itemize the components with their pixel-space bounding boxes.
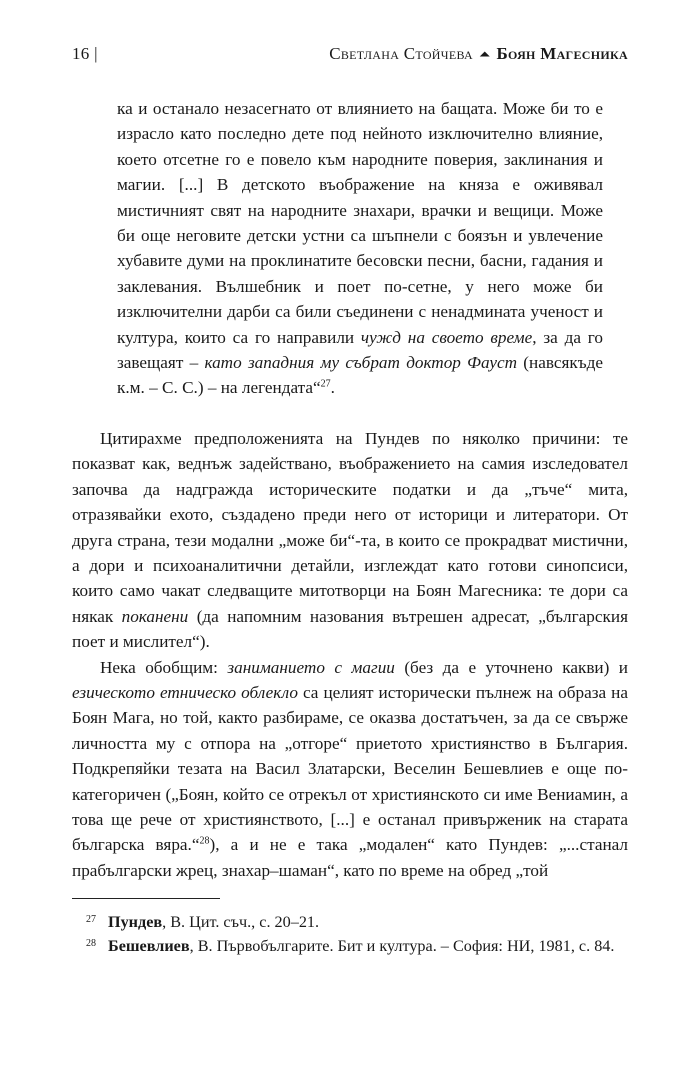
footnote-text: , В. Първобългарите. Бит и култура. – София: НИ, 1981, с. 84. (189, 937, 615, 955)
running-header (72, 44, 628, 64)
footnote-author: Бешевлиев (108, 937, 190, 955)
quote-emphasis: чужд на своето време (360, 327, 533, 347)
page-number: 16 | (72, 44, 98, 63)
footnote-ref[interactable]: 27 (320, 378, 331, 390)
paragraph-text: (да напомним назования вътрешен адресат, „българския поет и мислител“). (72, 606, 628, 652)
quote-text: , за да го завещаят – (117, 327, 603, 373)
paragraph-text: Нека обобщим: (100, 657, 228, 677)
footnote-ref[interactable]: 28 (199, 835, 210, 847)
header-book-title: Боян Магесника (496, 44, 628, 63)
footnote-text: , В. Цит. съч., с. 20–21. (162, 913, 320, 931)
footnote (72, 934, 628, 958)
footnote (72, 910, 628, 934)
paragraph-emphasis: поканени (121, 606, 189, 626)
quote-text: (навсякъде к.м. – С. С.) – на легендата“ (117, 353, 603, 398)
paragraph-text: са целият исторически пълнеж на образа на Боян Мага, но той, както разбираме, се оказва достатъчен, за да се свърже личността му с отпора на „отгоре“ приетото християнство в България. Подкрепяйки тезата на Васил Златарски, Веселин Бешевлиев е още по-категоричен („Боян, който се отрекъл от християнското си име Вениамин, а това ще рече от християнството, [...] е останал привърженик на старата българска вяра.“ (72, 682, 629, 855)
quote-text: . (330, 378, 335, 398)
footnote-number: 28 (86, 938, 96, 949)
header-title-group (329, 44, 628, 64)
block-quote (72, 96, 628, 401)
header-author: Светлана Стойчева (329, 44, 474, 63)
footnote-number: 27 (86, 914, 96, 925)
quote-text: ка и останало незасегнато от влиянието на бащата. Може би то е израсло като последно дете под нейното изключително влияние, което отсетне го е повело към народните поверия, заклинания и магии. [...] В детското въображение на княза е оживявал мистичният свят на народните знахари, врачки и вещици. Може би още неговите детски устни са шъпнели с боязън и увлечение хубавите думи на проклинатите бесовски песни, басни, гадания и заклевания. Вълшебник и поет по-сетне, у него може би изключителни дарби са били съединени с ненадмината ученост и култура, които са го направили (117, 99, 603, 347)
main-text (72, 96, 628, 883)
paragraph-emphasis: езическото етническо облекло (72, 682, 298, 702)
triangle-ornament-icon: ⏶ (479, 48, 491, 63)
paragraph (72, 426, 628, 655)
paragraph-text: Цитирахме предположенията на Пундев по няколко причини: те показват как, веднъж задействано, въображението на самия изследовател започва да надгражда историческите податки и да „тъче“ мита, отразявайки ехото, създадено преди него от историци и литератори. От друга страна, тези модални „може би“-та, в които се прокрадват мистични, а дори и психоаналитични детайли, изглеждат като готови синопсиси, които само чакат следващите митотворци на Боян Магесника: те дори са някак (72, 428, 628, 626)
footnote-divider (72, 898, 220, 899)
footnotes (72, 910, 628, 958)
footnote-author: Пундев (108, 913, 163, 931)
paragraph-text: ), а и не е така „модален“ като Пундев: „...станал прабългарски жрец, знахар–шаман“, като по време на обред „той (72, 835, 629, 880)
paragraph-emphasis: заниманието с магии (227, 657, 395, 677)
paragraph-text: (без да е уточнено какви) и (394, 657, 628, 677)
paragraph (72, 655, 628, 884)
quote-emphasis: като западния му събрат доктор Фауст (204, 353, 518, 373)
